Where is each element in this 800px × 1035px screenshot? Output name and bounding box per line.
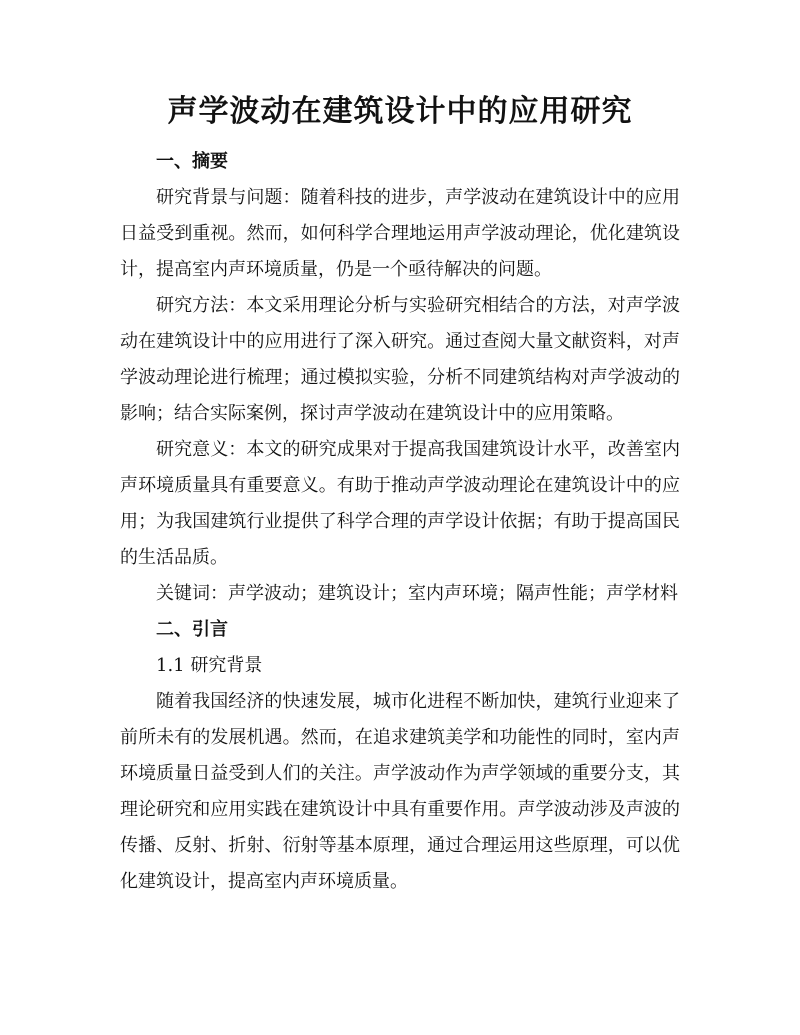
abstract-background-paragraph: 研究背景与问题：随着科技的进步，声学波动在建筑设计中的应用日益受到重视。然而，如何科学合理地运用声学波动理论，优化建筑设计，提高室内声环境质量，仍是一个亟待解决的问题。 bbox=[120, 187, 680, 280]
abstract-heading: 一、摘要 bbox=[156, 151, 228, 172]
abstract-method-paragraph: 研究方法：本文采用理论分析与实验研究相结合的方法，对声学波动在建筑设计中的应用进行了深入研究。通过查阅大量文献资料，对声学波动理论进行梳理；通过模拟实验，分析不同建筑结构对声学波动的影响；结合实际案例，探讨声学波动在建筑设计中的应用策略。 bbox=[120, 295, 680, 424]
document-body bbox=[120, 144, 680, 900]
research-background-subheading: 1.1 研究背景 bbox=[156, 655, 263, 676]
introduction-paragraph: 随着我国经济的快速发展，城市化进程不断加快，建筑行业迎来了前所未有的发展机遇。然而，在追求建筑美学和功能性的同时，室内声环境质量日益受到人们的关注。声学波动作为声学领域的重要分支，其理论研究和应用实践在建筑设计中具有重要作用。声学波动涉及声波的传播、反射、折射、衍射等基本原理，通过合理运用这些原理，可以优化建筑设计，提高室内声环境质量。 bbox=[120, 691, 680, 892]
document-title: 声学波动在建筑设计中的应用研究 bbox=[167, 94, 633, 129]
introduction-heading: 二、引言 bbox=[156, 619, 228, 640]
keywords-paragraph: 关键词：声学波动；建筑设计；室内声环境；隔声性能；声学材料 bbox=[156, 583, 678, 604]
abstract-significance-paragraph: 研究意义：本文的研究成果对于提高我国建筑设计水平，改善室内声环境质量具有重要意义。有助于推动声学波动理论在建筑设计中的应用；为我国建筑行业提供了科学合理的声学设计依据；有助于提高国民的生活品质。 bbox=[120, 439, 680, 568]
